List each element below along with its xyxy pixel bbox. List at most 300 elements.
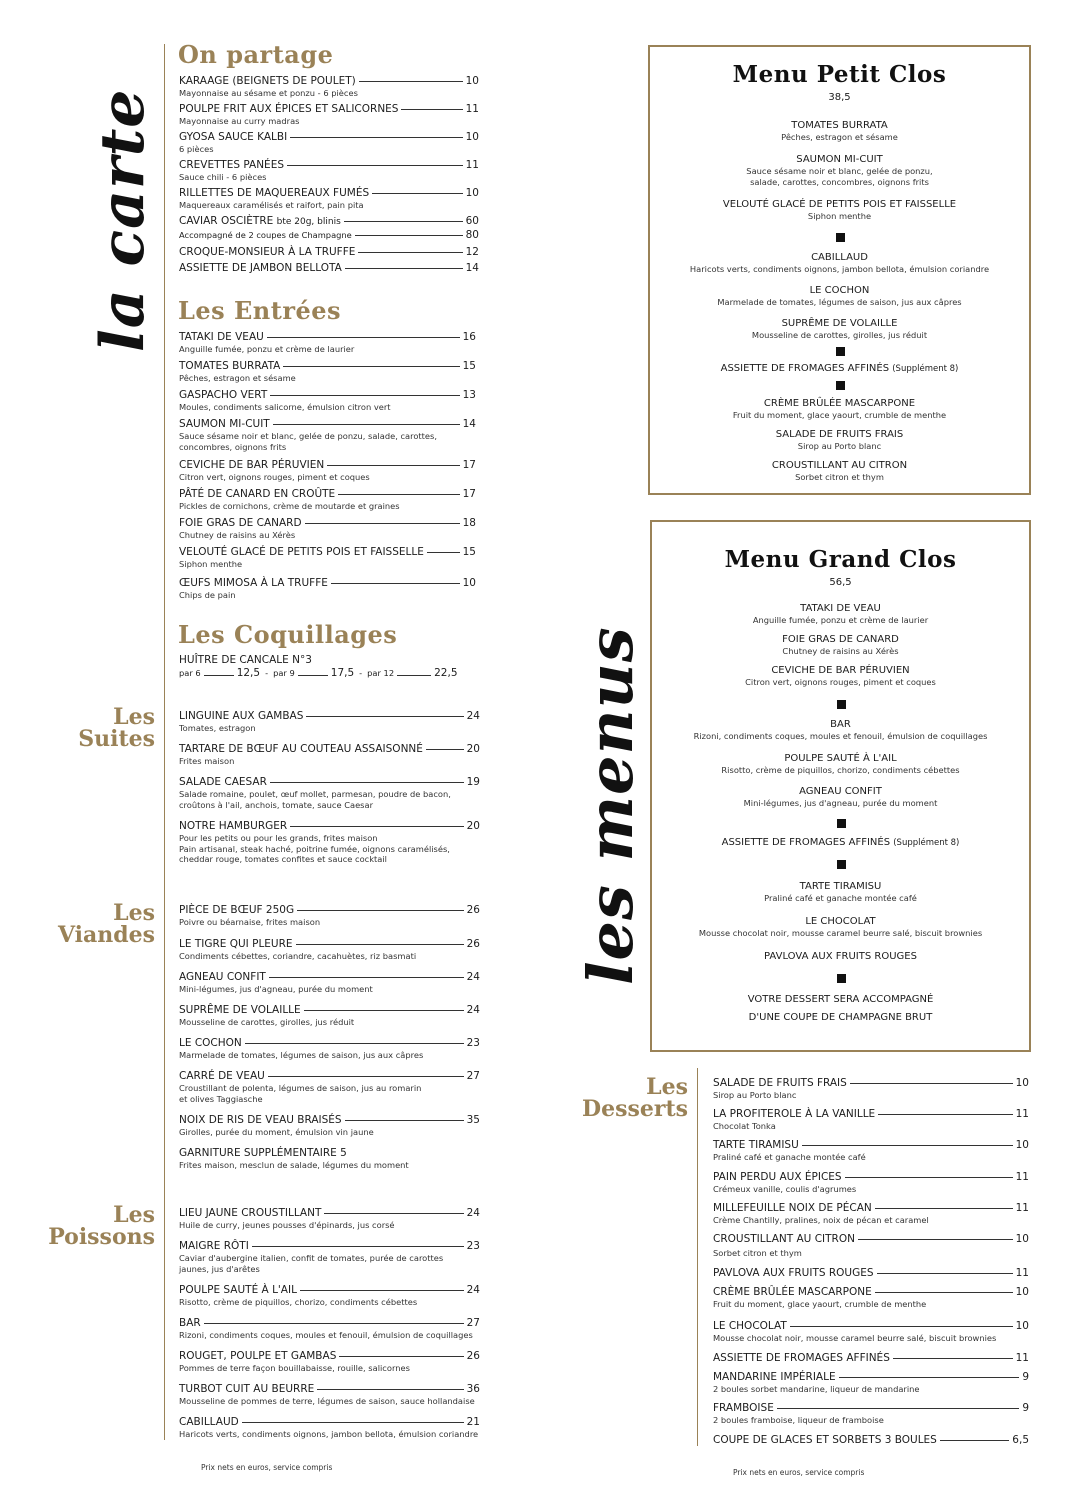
item-name: ASSIETTE DE JAMBON BELLOTA xyxy=(179,262,342,274)
dotted-leader xyxy=(317,1389,463,1390)
dotted-leader xyxy=(304,1010,464,1011)
dotted-leader xyxy=(427,552,460,553)
entrees-heading: Les Entrées xyxy=(178,296,342,325)
item-desc: Praliné café et ganache montée café xyxy=(764,893,917,903)
item-desc: 2 boules sorbet mandarine, liqueur de mandarine xyxy=(713,1384,920,1394)
item-desc: Crème Chantilly, pralines, noix de pécan et caramel xyxy=(713,1215,929,1225)
dotted-leader xyxy=(324,1213,463,1214)
item-price: 11 xyxy=(1015,1108,1029,1120)
item-desc: Rizoni, condiments coques, moules et fenouil, émulsion de coquillages xyxy=(693,731,988,741)
menu-item xyxy=(179,1207,480,1231)
item-desc: Mini-légumes, jus d'agneau, purée du moment xyxy=(743,798,938,808)
dotted-leader xyxy=(850,1083,1013,1084)
item-desc: Pour les petits ou pour les grands, frites maison xyxy=(179,833,378,843)
item-name: SUPRÊME DE VOLAILLE xyxy=(781,318,898,329)
menu-price: 38,5 xyxy=(828,92,851,103)
item-name: PAIN PERDU AUX ÉPICES xyxy=(713,1171,842,1183)
text-supp: (Supplément 8) xyxy=(892,364,959,374)
left-vertical-rule xyxy=(164,44,165,1440)
menu-item xyxy=(179,1147,480,1171)
item-desc: Fruit du moment, glace yaourt, crumble de menthe xyxy=(713,1299,927,1309)
item-name: CEVICHE DE BAR PÉRUVIEN xyxy=(179,459,325,471)
dotted-leader xyxy=(204,1323,464,1324)
item-name: TARTE TIRAMISU xyxy=(713,1139,799,1151)
item-desc: Siphon menthe xyxy=(807,211,872,221)
suites-heading xyxy=(40,706,155,750)
item-desc: Poivre ou béarnaise, frites maison xyxy=(179,917,321,927)
item-price: 9 xyxy=(1022,1371,1029,1383)
dotted-leader xyxy=(339,1356,463,1357)
item-name: GASPACHO VERT xyxy=(179,389,268,401)
item-price: 12 xyxy=(465,246,479,258)
item-name: FRAMBOISE xyxy=(713,1402,774,1414)
item-desc: et olives Taggiasche xyxy=(179,1093,263,1104)
item-name: TARTARE DE BŒUF AU COUTEAU ASSAISONNÉ xyxy=(179,743,423,755)
dotted-leader xyxy=(268,1076,464,1077)
item-name: PÂTÉ DE CANARD EN CROÛTE xyxy=(179,488,336,500)
item-price: 10 xyxy=(465,75,479,87)
menu-item xyxy=(179,262,479,275)
item-price: 11 xyxy=(1015,1202,1029,1214)
item-name: LE TIGRE QUI PLEURE xyxy=(179,938,293,950)
item-name: CABILLAUD xyxy=(179,1416,239,1428)
dotted-leader xyxy=(893,1358,1013,1359)
menu-item xyxy=(713,1202,1029,1226)
dotted-leader xyxy=(252,1246,464,1247)
item-desc: Mousseline de pommes de terre, légumes de saison, sauce hollandaise xyxy=(179,1396,475,1406)
item-name: CROUSTILLANT AU CITRON xyxy=(771,460,908,471)
item-name: POULPE FRIT AUX ÉPICES ET SALICORNES xyxy=(179,103,399,115)
item-price: 27 xyxy=(466,1317,480,1329)
item-desc: Chutney de raisins au Xérès xyxy=(782,646,899,656)
item-price: 6,5 xyxy=(1012,1434,1029,1446)
on-partage-heading: On partage xyxy=(178,40,334,69)
item-price: 10 xyxy=(1015,1233,1029,1245)
text-heading-1: Les xyxy=(113,704,155,730)
item-name: POULPE SAUTÉ À L'AIL xyxy=(179,1284,297,1296)
text-par6: par 6 xyxy=(179,668,201,678)
item-name: PAVLOVA AUX FRUITS ROUGES xyxy=(713,1267,874,1279)
item-price: 24 xyxy=(466,971,480,983)
item-name: SALADE CAESAR xyxy=(179,776,267,788)
menu-item xyxy=(713,1077,1029,1101)
item-desc: Condiments cébettes, coriandre, cacahuètes, riz basmati xyxy=(179,951,417,961)
item-name: HUÎTRE DE CANCALE N°3 xyxy=(179,654,312,666)
item-name: GYOSA SAUCE KALBI xyxy=(179,131,288,143)
menu-price: 56,5 xyxy=(829,577,852,588)
item-name-suffix: bte 20g, blinis xyxy=(276,217,341,227)
item-desc: Mousse chocolat noir, mousse caramel beurre salé, biscuit brownies xyxy=(713,1333,997,1343)
dotted-leader xyxy=(802,1145,1013,1146)
item-desc: Haricots verts, condiments oignons, jambon bellota, émulsion coriandre xyxy=(689,264,990,274)
item-desc: concombres, oignons frits xyxy=(179,441,287,452)
item-name: ASSIETTE DE FROMAGES AFFINÉS xyxy=(721,837,891,848)
menu-item xyxy=(713,1402,1029,1426)
item-desc: Mousse chocolat noir, mousse caramel beurre salé, biscuit brownies xyxy=(698,928,983,938)
item-desc: Pain artisanal, steak haché, poitrine fumée, oignons caramélisés, xyxy=(179,843,450,854)
item-name: PIÈCE DE BŒUF 250G xyxy=(179,904,295,916)
item-desc: Praliné café et ganache montée café xyxy=(713,1152,866,1162)
menu-item xyxy=(179,743,480,767)
dotted-leader xyxy=(270,395,459,396)
dotted-leader xyxy=(426,749,464,750)
item-name: VELOUTÉ GLACÉ DE PETITS POIS ET FAISSELLE xyxy=(722,199,957,210)
item-desc: salade, carottes, concombres, oignons frits xyxy=(750,176,929,187)
dotted-leader xyxy=(359,81,463,82)
item-name: LE CHOCOLAT xyxy=(713,1320,787,1332)
dotted-leader xyxy=(345,268,463,269)
text-supp: (Supplément 8) xyxy=(893,838,960,848)
text-p6: 12,5 xyxy=(236,667,261,679)
item-desc: Pêches, estragon et sésame xyxy=(781,132,898,142)
item-desc: Risotto, crème de piquillos, chorizo, condiments cébettes xyxy=(179,1297,418,1307)
dotted-leader xyxy=(270,782,464,783)
menu-item xyxy=(179,1317,480,1341)
item-price: 17 xyxy=(462,459,476,471)
menu-item xyxy=(179,517,476,541)
item-name: LA PROFITEROLE À LA VANILLE xyxy=(713,1108,876,1120)
item-price: 17 xyxy=(462,488,476,500)
item-name: BAR xyxy=(830,719,851,730)
item-name: CREVETTES PANÉES xyxy=(179,159,284,171)
item-name: LE CHOCOLAT xyxy=(805,916,876,927)
item-desc: Haricots verts, condiments oignons, jambon bellota, émulsion coriandre xyxy=(179,1429,479,1439)
menu-item xyxy=(179,131,479,155)
dotted-leader xyxy=(283,366,459,367)
item-name: BAR xyxy=(179,1317,201,1329)
menu-item xyxy=(179,1004,480,1028)
item-name: LINGUINE AUX GAMBAS xyxy=(179,710,304,722)
item-price: 23 xyxy=(466,1240,480,1252)
item-name: GARNITURE SUPPLÉMENTAIRE 5 xyxy=(179,1147,347,1159)
item-name: TATAKI DE VEAU xyxy=(800,603,881,614)
item-price: 18 xyxy=(462,517,476,529)
menu-title: Menu Petit Clos xyxy=(732,61,947,88)
item-name: TURBOT CUIT AU BEURRE xyxy=(179,1383,315,1395)
text-heading-1: Les xyxy=(113,900,155,926)
menu-item xyxy=(179,75,479,99)
menu-item xyxy=(179,1383,480,1407)
item-name: LE COCHON xyxy=(809,285,870,296)
dotted-leader xyxy=(355,235,463,236)
item-desc: Sirop au Porto blanc xyxy=(797,441,882,451)
menu-item-caviar xyxy=(179,215,479,241)
item-name: RILLETTES DE MAQUEREAUX FUMÉS xyxy=(179,187,370,199)
viandes-heading xyxy=(40,902,155,946)
item-name: D'UNE COUPE DE CHAMPAGNE BRUT xyxy=(748,1012,933,1023)
item-price: 16 xyxy=(462,331,476,343)
item-name: SAUMON MI-CUIT xyxy=(796,154,883,165)
menu-item xyxy=(713,1267,1029,1280)
item-name: CRÈME BRÛLÉE MASCARPONE xyxy=(763,398,916,409)
item-desc: Sorbet citron et thym xyxy=(795,472,884,482)
dotted-leader xyxy=(845,1177,1013,1178)
item-name: SALADE DE FRUITS FRAIS xyxy=(713,1077,847,1089)
right-vertical-rule xyxy=(697,1068,698,1446)
item-name: CROQUE-MONSIEUR À LA TRUFFE xyxy=(179,246,356,258)
item-name: TOMATES BURRATA xyxy=(179,360,281,372)
menu-item xyxy=(179,1350,480,1374)
dotted-leader xyxy=(327,465,459,466)
menu-item-huitre xyxy=(179,654,479,679)
la-carte-title: la carte xyxy=(88,88,158,352)
item-name: MAIGRE RÔTI xyxy=(179,1240,249,1252)
item-desc: Maquereaux caramélisés et raifort, pain pita xyxy=(179,200,364,210)
item-price: 13 xyxy=(462,389,476,401)
separator-square xyxy=(837,974,846,983)
dotted-leader xyxy=(345,1120,464,1121)
item-price: 24 xyxy=(466,1207,480,1219)
item-price: 10 xyxy=(465,187,479,199)
item-name: FOIE GRAS DE CANARD xyxy=(179,517,302,529)
text-p12: 22,5 xyxy=(434,667,458,679)
dotted-leader xyxy=(877,1273,1013,1274)
item-price: 35 xyxy=(466,1114,480,1126)
menu-item xyxy=(179,418,476,452)
item-desc: Crémeux vanille, coulis d'agrumes xyxy=(713,1184,857,1194)
dotted-leader xyxy=(875,1208,1013,1209)
dotted-leader xyxy=(858,1239,1013,1240)
menu-item xyxy=(179,1037,480,1061)
dotted-leader xyxy=(344,221,463,222)
menu-item xyxy=(179,904,480,928)
dotted-leader xyxy=(290,137,462,138)
menu-item xyxy=(179,938,480,962)
item-name: SAUMON MI-CUIT xyxy=(179,418,270,430)
item-name: SUPRÊME DE VOLAILLE xyxy=(179,1004,301,1016)
item-desc: Pommes de terre façon bouillabaisse, rouille, salicornes xyxy=(179,1363,410,1373)
menu-item xyxy=(179,246,479,259)
dotted-leader xyxy=(338,494,459,495)
item-name: LIEU JAUNE CROUSTILLANT xyxy=(179,1207,322,1219)
dotted-leader xyxy=(242,1422,464,1423)
menu-item xyxy=(713,1434,1029,1447)
menu-grand-clos xyxy=(650,520,1031,1052)
item-desc: Sauce sésame noir et blanc, gelée de ponzu, salade, carottes, xyxy=(179,431,437,441)
text-heading-2: Viandes xyxy=(57,922,155,948)
item-desc: Caviar d'aubergine italien, confit de tomates, purée de carottes xyxy=(179,1253,444,1263)
item-desc: Frites maison, mesclun de salade, légumes du moment xyxy=(179,1160,409,1170)
separator-square xyxy=(837,700,846,709)
menu-item xyxy=(179,546,476,570)
item-desc: Sorbet citron et thym xyxy=(713,1248,802,1258)
menu-item xyxy=(179,187,479,211)
dotted-leader xyxy=(940,1440,1009,1441)
dotted-leader xyxy=(300,1290,464,1291)
item-price: 36 xyxy=(466,1383,480,1395)
item-desc: Citron vert, oignons rouges, piment et coques xyxy=(745,677,936,687)
text-p9: 17,5 xyxy=(330,667,355,679)
separator-square xyxy=(836,347,845,356)
dotted-leader xyxy=(297,910,464,911)
item-name: NOIX DE RIS DE VEAU BRAISÉS xyxy=(179,1114,342,1126)
item-name: TARTE TIRAMISU xyxy=(799,881,882,892)
item-price: 10 xyxy=(1015,1286,1029,1298)
item-name: AGNEAU CONFIT xyxy=(799,786,882,797)
coquillages-heading: Les Coquillages xyxy=(178,620,398,649)
text-sep: - xyxy=(359,668,363,678)
item-desc: Marmelade de tomates, légumes de saison, jus aux câpres xyxy=(179,1050,424,1060)
les-menus-title: les menus xyxy=(574,626,647,985)
menu-title: Menu Grand Clos xyxy=(724,546,957,573)
item-price: 60 xyxy=(465,215,479,227)
menu-item xyxy=(179,1240,480,1274)
menu-item xyxy=(179,159,479,183)
desserts-heading xyxy=(560,1076,688,1120)
item-desc: cheddar rouge, tomates confites et sauce cocktail xyxy=(179,854,387,864)
item-name: CARRÉ DE VEAU xyxy=(179,1070,265,1082)
item-price: 20 xyxy=(466,820,480,832)
item-desc: 2 boules framboise, liqueur de framboise xyxy=(713,1415,884,1425)
menu-item xyxy=(179,1284,480,1308)
poissons-heading xyxy=(30,1204,155,1248)
item-name: ŒUFS MIMOSA À LA TRUFFE xyxy=(179,577,328,589)
menu-item xyxy=(713,1233,1029,1259)
separator-square xyxy=(836,381,845,390)
item-desc: Anguille fumée, ponzu et crème de laurier xyxy=(179,344,355,354)
item-name: KARAAGE (BEIGNETS DE POULET) xyxy=(179,75,356,87)
menu-petit-clos xyxy=(648,45,1031,495)
menu-item xyxy=(713,1286,1029,1310)
item-desc: Mayonnaise au sésame et ponzu - 6 pièces xyxy=(179,88,358,98)
text-heading-2: Suites xyxy=(78,726,155,752)
item-desc: Moules, condiments salicorne, émulsion citron vert xyxy=(179,402,391,412)
item-name: LE COCHON xyxy=(179,1037,242,1049)
item-desc: Chutney de raisins au Xérès xyxy=(179,530,296,540)
menu-item xyxy=(179,331,476,355)
menu-item xyxy=(713,1108,1029,1132)
item-name: VELOUTÉ GLACÉ DE PETITS POIS ET FAISSELLE xyxy=(179,546,424,558)
item-desc: Sauce chili - 6 pièces xyxy=(179,172,267,182)
menu-item xyxy=(179,459,476,483)
item-name: TATAKI DE VEAU xyxy=(179,331,264,343)
menu-item xyxy=(179,360,476,384)
item-price: 26 xyxy=(466,904,480,916)
text-heading-1: Les xyxy=(113,1202,155,1228)
item-desc: Fruit du moment, glace yaourt, crumble de menthe xyxy=(732,410,947,420)
menu-item xyxy=(179,103,479,127)
item-desc: Sirop au Porto blanc xyxy=(713,1090,797,1100)
dotted-leader xyxy=(290,826,463,827)
item-name: NOTRE HAMBURGER xyxy=(179,820,288,832)
item-price: 14 xyxy=(465,262,479,274)
item-price: 19 xyxy=(466,776,480,788)
item-desc: Pickles de cornichons, crème de moutarde et graines xyxy=(179,501,400,511)
item-price: 11 xyxy=(1015,1267,1029,1279)
dotted-leader xyxy=(401,109,462,110)
item-price: 10 xyxy=(462,577,476,589)
item-desc: Sauce sésame noir et blanc, gelée de ponzu, xyxy=(746,166,933,176)
separator-square xyxy=(837,819,846,828)
item-price: 14 xyxy=(462,418,476,430)
dotted-leader xyxy=(790,1326,1013,1327)
menu-item xyxy=(713,1371,1029,1395)
item-name: ASSIETTE DE FROMAGES AFFINÉS xyxy=(720,363,890,374)
menu-item xyxy=(713,1320,1029,1344)
item-desc: Croustillant de polenta, légumes de saison, jus au romarin xyxy=(179,1083,422,1093)
item-desc: Salade romaine, poulet, œuf mollet, parmesan, poudre de bacon, xyxy=(179,789,451,799)
item-desc: Rizoni, condiments coques, moules et fenouil, émulsion de coquillages xyxy=(179,1330,473,1340)
item-desc: Frites maison xyxy=(179,756,235,766)
item-price: 21 xyxy=(466,1416,480,1428)
dotted-leader xyxy=(875,1292,1013,1293)
menu-item xyxy=(713,1352,1029,1365)
item-name: CROUSTILLANT AU CITRON xyxy=(713,1233,855,1245)
menu-item xyxy=(179,1416,480,1440)
menu-item xyxy=(179,710,480,734)
separator-square xyxy=(837,860,846,869)
item-price: 10 xyxy=(1015,1139,1029,1151)
footnote-right: Prix nets en euros, service compris xyxy=(733,1468,865,1477)
item-name: PAVLOVA AUX FRUITS ROUGES xyxy=(764,951,917,962)
item-name: TOMATES BURRATA xyxy=(791,120,888,131)
item-desc: Chocolat Tonka xyxy=(713,1121,776,1131)
dotted-leader xyxy=(267,337,460,338)
item-desc: Girolles, purée du moment, émulsion vin jaune xyxy=(179,1127,374,1137)
menu-item xyxy=(179,577,476,601)
dotted-leader xyxy=(372,193,463,194)
item-desc-price: 80 xyxy=(465,229,479,241)
item-desc: jaunes, jus d'arêtes xyxy=(179,1263,260,1274)
item-price: 24 xyxy=(466,1004,480,1016)
item-desc: croûtons à l'ail, anchois, tomate, sauce Caesar xyxy=(179,799,373,810)
item-price: 24 xyxy=(466,710,480,722)
dotted-leader xyxy=(245,1043,464,1044)
item-price: 24 xyxy=(466,1284,480,1296)
item-price: 10 xyxy=(465,131,479,143)
item-name: COUPE DE GLACES ET SORBETS 3 BOULES xyxy=(713,1434,937,1446)
item-desc: Accompagné de 2 coupes de Champagne xyxy=(179,230,352,240)
item-price: 11 xyxy=(465,159,479,171)
item-price: 26 xyxy=(466,938,480,950)
item-name: ROUGET, POULPE ET GAMBAS xyxy=(179,1350,337,1362)
menu-item xyxy=(179,820,480,865)
footnote-left: Prix nets en euros, service compris xyxy=(201,1463,333,1472)
separator-square xyxy=(836,233,845,242)
item-price: 15 xyxy=(462,360,476,372)
text-sep: - xyxy=(265,668,269,678)
dotted-leader xyxy=(296,944,464,945)
menu-item xyxy=(713,1139,1029,1163)
item-desc: Marmelade de tomates, légumes de saison, jus aux câpres xyxy=(717,297,962,307)
text-heading-2: Poissons xyxy=(48,1224,155,1250)
item-name: AGNEAU CONFIT xyxy=(179,971,266,983)
dotted-leader xyxy=(287,165,463,166)
item-desc: 6 pièces xyxy=(179,144,214,154)
item-price: 11 xyxy=(1015,1171,1029,1183)
item-price: 23 xyxy=(466,1037,480,1049)
dotted-leader xyxy=(306,716,463,717)
item-desc: Huile de curry, jeunes pousses d'épinards, jus corsé xyxy=(179,1220,395,1230)
dotted-leader xyxy=(777,1408,1019,1409)
item-price: 11 xyxy=(1015,1352,1029,1364)
menu-item xyxy=(179,1114,480,1138)
item-desc: Citron vert, oignons rouges, piment et coques xyxy=(179,472,370,482)
item-name: MANDARINE IMPÉRIALE xyxy=(713,1371,836,1383)
dotted-leader xyxy=(331,583,460,584)
item-price: 27 xyxy=(466,1070,480,1082)
item-name: CAVIAR OSCIÈTRE xyxy=(179,215,274,227)
item-price: 20 xyxy=(466,743,480,755)
dotted-leader xyxy=(358,252,462,253)
item-desc: Siphon menthe xyxy=(179,559,243,569)
item-desc: Mousseline de carottes, girolles, jus réduit xyxy=(751,330,928,340)
item-price: 11 xyxy=(465,103,479,115)
item-desc: Risotto, crème de piquillos, chorizo, condiments cébettes xyxy=(721,765,960,775)
menu-item xyxy=(179,1070,480,1104)
dotted-leader xyxy=(273,424,460,425)
item-name: VOTRE DESSERT SERA ACCOMPAGNÉ xyxy=(747,994,934,1005)
